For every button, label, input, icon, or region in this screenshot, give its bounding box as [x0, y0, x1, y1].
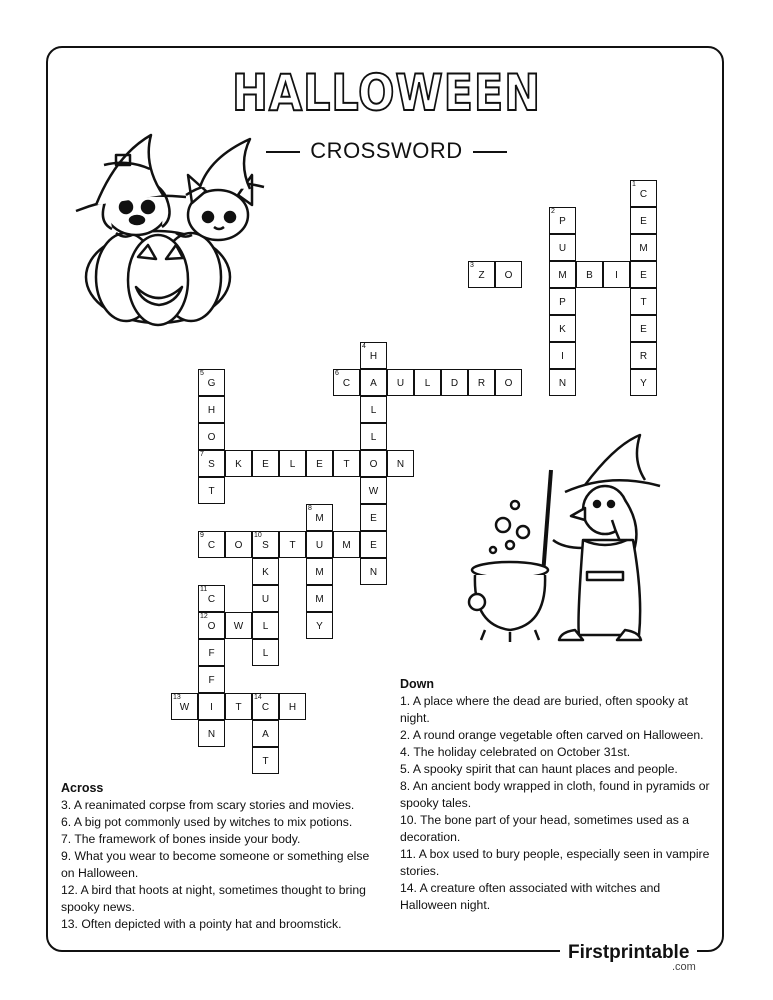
grid-cell[interactable] — [630, 207, 657, 234]
cell-letter: M — [342, 540, 351, 551]
cell-letter: T — [235, 702, 242, 713]
cell-letter: T — [640, 297, 647, 308]
grid-cell[interactable] — [279, 450, 306, 477]
grid-cell[interactable] — [252, 585, 279, 612]
cell-letter: S — [208, 459, 215, 470]
cell-letter: M — [315, 567, 324, 578]
grid-cell[interactable] — [630, 288, 657, 315]
cell-letter: H — [369, 351, 378, 362]
cell-letter: I — [615, 270, 618, 281]
grid-cell[interactable] — [360, 531, 387, 558]
cell-letter: O — [504, 270, 513, 281]
grid-cell[interactable] — [252, 693, 279, 720]
grid-cell[interactable] — [549, 342, 576, 369]
clue-number: 4 — [362, 343, 366, 350]
cell-letter: C — [639, 189, 648, 200]
cell-letter: I — [561, 351, 564, 362]
cell-letter: L — [370, 432, 377, 443]
cell-letter: L — [289, 459, 296, 470]
grid-cell[interactable] — [252, 747, 279, 774]
cell-letter: C — [207, 540, 216, 551]
grid-cell[interactable] — [225, 531, 252, 558]
cell-letter: O — [207, 432, 216, 443]
cell-letter: C — [342, 378, 351, 389]
grid-cell[interactable] — [495, 261, 522, 288]
cell-letter: L — [370, 405, 377, 416]
grid-cell[interactable] — [198, 720, 225, 747]
grid-cell[interactable] — [198, 666, 225, 693]
cell-letter: M — [639, 243, 648, 254]
cell-letter: L — [262, 648, 269, 659]
cell-letter: R — [477, 378, 486, 389]
grid-cell[interactable] — [549, 315, 576, 342]
cell-letter: U — [396, 378, 405, 389]
grid-cell[interactable] — [549, 207, 576, 234]
cell-letter: T — [262, 756, 269, 767]
cell-letter: O — [369, 459, 378, 470]
down-clue: 10. The bone part of your head, sometimes used as a decoration. — [400, 813, 690, 844]
grid-cell[interactable] — [630, 261, 657, 288]
grid-cell[interactable] — [360, 369, 387, 396]
clue-number: 2 — [551, 208, 555, 215]
divider — [473, 151, 507, 153]
cell-letter: E — [640, 216, 647, 227]
cell-letter: M — [315, 513, 324, 524]
grid-cell[interactable] — [387, 450, 414, 477]
cell-letter: T — [289, 540, 296, 551]
down-heading: Down — [400, 677, 435, 691]
cell-letter: K — [559, 324, 566, 335]
grid-cell[interactable] — [603, 261, 630, 288]
grid-cell[interactable] — [252, 558, 279, 585]
grid-cell[interactable] — [630, 342, 657, 369]
grid-cell[interactable] — [198, 423, 225, 450]
cell-letter: T — [208, 486, 215, 497]
grid-cell[interactable] — [225, 693, 252, 720]
grid-cell[interactable] — [360, 423, 387, 450]
grid-cell[interactable] — [306, 504, 333, 531]
grid-cell[interactable] — [441, 369, 468, 396]
grid-cell[interactable] — [360, 504, 387, 531]
grid-cell[interactable] — [252, 531, 279, 558]
clue-number: 12 — [200, 613, 208, 620]
grid-cell[interactable] — [387, 369, 414, 396]
cell-letter: O — [234, 540, 243, 551]
cell-letter: I — [210, 702, 213, 713]
down-clue: 1. A place where the dead are buried, often spooky at night. — [400, 694, 688, 725]
grid-cell[interactable] — [549, 288, 576, 315]
across-clue: 12. A bird that hoots at night, sometimes thought to bring spooky news. — [61, 883, 366, 914]
grid-cell[interactable] — [252, 639, 279, 666]
page-title: HALLOWEEN — [231, 64, 541, 122]
clue-number: 11 — [200, 586, 208, 593]
down-clues — [400, 676, 718, 914]
grid-cell[interactable] — [279, 531, 306, 558]
grid-cell[interactable] — [630, 369, 657, 396]
cell-letter: A — [262, 729, 269, 740]
cell-letter: N — [207, 729, 216, 740]
cell-letter: S — [262, 540, 269, 551]
grid-cell[interactable] — [198, 450, 225, 477]
cell-letter: E — [640, 270, 647, 281]
cell-letter: L — [424, 378, 431, 389]
cell-letter: W — [233, 621, 244, 632]
down-clue: 11. A box used to bury people, especially seen in vampire stories. — [400, 847, 710, 878]
cell-letter: Y — [316, 621, 323, 632]
across-clue: 13. Often depicted with a pointy hat and broomstick. — [61, 917, 342, 931]
cell-letter: F — [208, 675, 215, 686]
grid-cell[interactable] — [306, 558, 333, 585]
cell-letter: R — [639, 351, 648, 362]
cell-letter: E — [370, 540, 377, 551]
cell-letter: G — [207, 378, 216, 389]
grid-cell[interactable] — [279, 693, 306, 720]
clue-number: 3 — [470, 262, 474, 269]
clue-number: 6 — [335, 370, 339, 377]
across-clue: 6. A big pot commonly used by witches to mix potions. — [61, 815, 353, 829]
across-clue: 9. What you wear to become someone or something else on Halloween. — [61, 849, 370, 880]
brand-domain: .com — [672, 961, 696, 973]
grid-cell[interactable] — [198, 639, 225, 666]
clue-number: 13 — [173, 694, 181, 701]
cell-letter: H — [207, 405, 216, 416]
grid-cell[interactable] — [360, 558, 387, 585]
cell-letter: P — [559, 216, 566, 227]
clue-number: 10 — [254, 532, 262, 539]
grid-cell[interactable] — [306, 612, 333, 639]
grid-cell[interactable] — [333, 369, 360, 396]
grid-cell[interactable] — [306, 531, 333, 558]
grid-cell[interactable] — [333, 450, 360, 477]
cell-letter: M — [315, 594, 324, 605]
grid-cell[interactable] — [198, 612, 225, 639]
grid-cell[interactable] — [306, 450, 333, 477]
down-clue: 5. A spooky spirit that can haunt places and people. — [400, 762, 678, 776]
cell-letter: W — [368, 486, 379, 497]
witch-cauldron-illustration — [465, 430, 675, 650]
grid-cell[interactable] — [549, 234, 576, 261]
grid-cell[interactable] — [360, 342, 387, 369]
cell-letter: N — [558, 378, 567, 389]
grid-cell[interactable] — [549, 369, 576, 396]
clue-number: 1 — [632, 181, 636, 188]
cell-letter: U — [261, 594, 270, 605]
cell-letter: O — [504, 378, 513, 389]
cell-letter: T — [343, 459, 350, 470]
cell-letter: E — [316, 459, 323, 470]
down-clue: 4. The holiday celebrated on October 31st. — [400, 745, 631, 759]
grid-cell[interactable] — [414, 369, 441, 396]
grid-cell[interactable] — [630, 180, 657, 207]
cell-letter: K — [235, 459, 242, 470]
grid-cell[interactable] — [198, 693, 225, 720]
cell-letter: H — [288, 702, 297, 713]
down-clue: 2. A round orange vegetable often carved on Halloween. — [400, 728, 704, 742]
cell-letter: M — [558, 270, 567, 281]
grid-cell[interactable] — [360, 396, 387, 423]
cell-letter: L — [262, 621, 269, 632]
grid-cell[interactable] — [333, 531, 360, 558]
grid-cell[interactable] — [225, 450, 252, 477]
grid-cell[interactable] — [252, 720, 279, 747]
grid-cell[interactable] — [495, 369, 522, 396]
grid-cell[interactable] — [198, 369, 225, 396]
grid-cell[interactable] — [468, 261, 495, 288]
grid-cell[interactable] — [171, 693, 198, 720]
cell-letter: E — [370, 513, 377, 524]
grid-cell[interactable] — [225, 612, 252, 639]
cell-letter: E — [640, 324, 647, 335]
cell-letter: D — [450, 378, 459, 389]
clue-number: 14 — [254, 694, 262, 701]
grid-cell[interactable] — [468, 369, 495, 396]
subtitle-text: CROSSWORD — [310, 138, 463, 163]
brand-logo: Firstprintable — [560, 942, 697, 964]
clue-number: 8 — [308, 505, 312, 512]
cell-letter: Z — [478, 270, 485, 281]
cell-letter: K — [262, 567, 269, 578]
grid-cell[interactable] — [198, 477, 225, 504]
cell-letter: F — [208, 648, 215, 659]
cell-letter: C — [261, 702, 270, 713]
grid-cell[interactable] — [198, 531, 225, 558]
cell-letter: B — [586, 270, 593, 281]
grid-cell[interactable] — [198, 396, 225, 423]
cell-letter: U — [315, 540, 324, 551]
grid-cell[interactable] — [252, 450, 279, 477]
grid-cell[interactable] — [360, 450, 387, 477]
across-clue: 7. The framework of bones inside your body. — [61, 832, 301, 846]
down-clue: 14. A creature often associated with witches and Halloween night. — [400, 881, 661, 912]
across-clue: 3. A reanimated corpse from scary stories and movies. — [61, 798, 355, 812]
cell-letter: Y — [640, 378, 647, 389]
cell-letter: P — [559, 297, 566, 308]
cell-letter: W — [179, 702, 190, 713]
grid-cell[interactable] — [576, 261, 603, 288]
grid-cell[interactable] — [630, 234, 657, 261]
cell-letter: A — [370, 378, 377, 389]
across-clues — [61, 780, 373, 933]
grid-cell[interactable] — [360, 477, 387, 504]
cell-letter: U — [558, 243, 567, 254]
clue-number: 5 — [200, 370, 204, 377]
down-clue: 8. An ancient body wrapped in cloth, found in pyramids or spooky tales. — [400, 779, 710, 810]
grid-cell[interactable] — [252, 612, 279, 639]
grid-cell[interactable] — [198, 585, 225, 612]
cell-letter: N — [396, 459, 405, 470]
across-heading: Across — [61, 781, 104, 795]
cell-letter: N — [369, 567, 378, 578]
cell-letter: O — [207, 621, 216, 632]
pumpkin-pets-illustration — [66, 125, 276, 330]
cell-letter: C — [207, 594, 216, 605]
clue-number: 9 — [200, 532, 204, 539]
cell-letter: E — [262, 459, 269, 470]
grid-cell[interactable] — [549, 261, 576, 288]
clue-number: 7 — [200, 451, 204, 458]
grid-cell[interactable] — [630, 315, 657, 342]
grid-cell[interactable] — [306, 585, 333, 612]
